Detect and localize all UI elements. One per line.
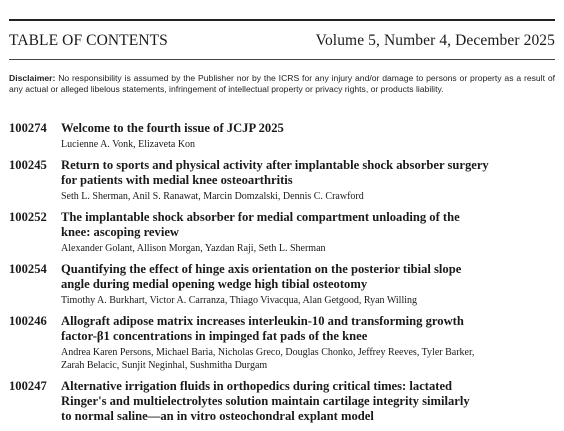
article-title-line: Quantifying the effect of hinge axis orientation on the posterior tibial slope — [61, 262, 462, 276]
article-title-line: Welcome to the fourth issue of JCJP 2025 — [61, 121, 284, 135]
top-rule — [9, 19, 555, 21]
issue-info: Volume 5, Number 4, December 2025 — [315, 32, 555, 49]
article-code: 100252 — [9, 210, 47, 224]
article-code: 100274 — [9, 121, 47, 135]
toc-page — [9, 0, 555, 424]
article-entry[interactable] — [9, 314, 555, 372]
article-title[interactable] — [61, 262, 555, 292]
article-authors-line: Zarah Belacic, Sunjit Neginhal, Sushmitha Durgam — [61, 360, 268, 371]
article-title[interactable] — [61, 210, 555, 240]
toc-title: TABLE OF CONTENTS — [9, 32, 168, 49]
article-authors-line: Seth L. Sherman, Anil S. Ranawat, Marcin Domzalski, Dennis C. Crawford — [61, 191, 364, 202]
disclaimer-text: No responsibility is assumed by the Publisher nor by the ICRS for any injury and/or damage to persons or property as a result of any actual or alleged libelous statements, infringement of intellectual property or privacy rights, or products liability. — [9, 73, 555, 94]
article-entry[interactable] — [9, 210, 555, 255]
article-title-line: Alternative irrigation fluids in orthopedics during critical times: lactated — [61, 379, 453, 393]
article-code: 100245 — [9, 158, 47, 172]
article-authors — [61, 346, 555, 372]
disclaimer — [9, 73, 555, 95]
article-entry[interactable] — [9, 379, 555, 424]
article-entry[interactable] — [9, 262, 555, 307]
article-title-line: for patients with medial knee osteoarthritis — [61, 173, 293, 187]
article-authors — [61, 190, 555, 203]
article-entry[interactable] — [9, 158, 555, 203]
toc-header — [9, 31, 555, 51]
article-code: 100254 — [9, 262, 47, 276]
article-title-line: knee: ascoping review — [61, 225, 179, 239]
article-authors-line: Andrea Karen Persons, Michael Baria, Nicholas Greco, Douglas Chonko, Jeffrey Reeves, Tyler Barker, — [61, 347, 475, 358]
article-title-line: angle during medial opening wedge high tibial osteotomy — [61, 277, 368, 291]
article-title-line: The implantable shock absorber for medial compartment unloading of the — [61, 210, 460, 224]
header-rule — [9, 59, 555, 60]
article-authors — [61, 294, 555, 307]
article-title-line: Ringer's and multielectrolytes solution maintain cartilage integrity similarly — [61, 394, 470, 408]
article-title[interactable] — [61, 379, 555, 424]
article-code: 100247 — [9, 379, 47, 393]
article-title[interactable] — [61, 158, 555, 188]
article-title-line: to normal saline—an in vitro osteochondral explant model — [61, 409, 374, 423]
article-entry[interactable] — [9, 121, 555, 151]
article-authors — [61, 138, 555, 151]
article-authors — [61, 242, 555, 255]
article-title[interactable] — [61, 314, 555, 344]
article-list — [9, 121, 555, 431]
disclaimer-label: Disclaimer: — [9, 73, 56, 83]
article-authors-line: Alexander Golant, Allison Morgan, Yazdan Raji, Seth L. Sherman — [61, 243, 326, 254]
article-title-line: Return to sports and physical activity after implantable shock absorber surgery — [61, 158, 489, 172]
article-title-line: factor-β1 concentrations in impinged fat pads of the knee — [61, 329, 368, 343]
article-code: 100246 — [9, 314, 47, 328]
article-authors-line: Lucienne A. Vonk, Elizaveta Kon — [61, 139, 196, 150]
article-authors-line: Timothy A. Burkhart, Victor A. Carranza, Thiago Vivacqua, Alan Getgood, Ryan Willing — [61, 295, 418, 306]
article-title-line: Allograft adipose matrix increases interleukin-10 and transforming growth — [61, 314, 464, 328]
article-title[interactable] — [61, 121, 555, 136]
